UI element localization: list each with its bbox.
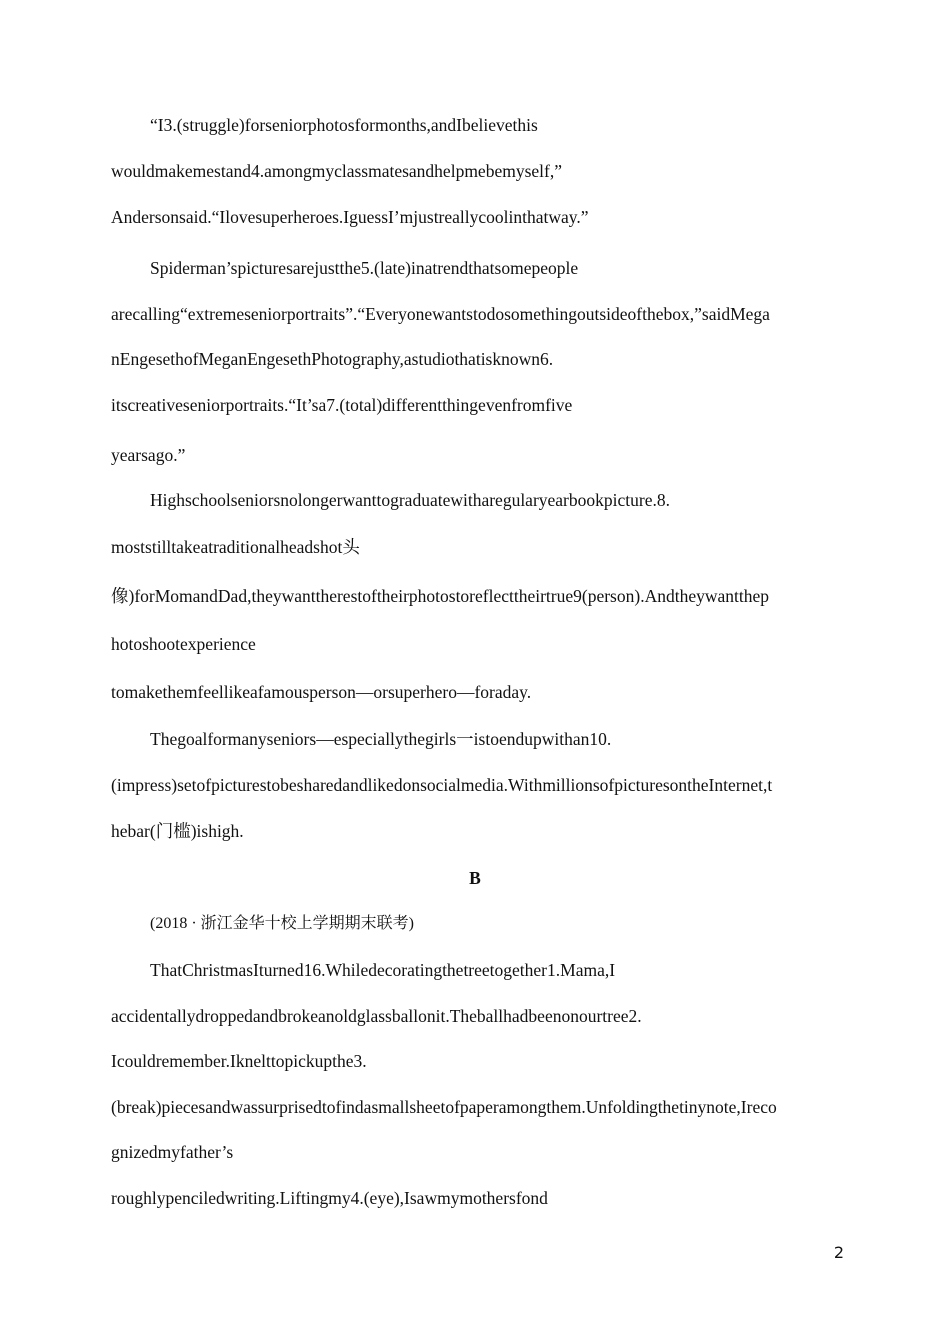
- paragraph-line: tomakethemfeellikeafamousperson—orsuperhero—foraday.: [111, 682, 532, 702]
- paragraph-line: accidentallydroppedandbrokeanoldglassballonit.Theballhadbeenonourtree2.: [111, 1006, 642, 1026]
- paragraph-line: Thegoalformanyseniors—especiallythegirls一istoendupwithan10.: [150, 729, 612, 749]
- paragraph-line: nEngesethofMeganEngesethPhotography,astudiothatisknown6.: [111, 349, 554, 369]
- paragraph-line: hotoshootexperience: [111, 634, 256, 654]
- paragraph-line: (break)piecesandwassurprisedtofindasmallsheetofpaperamongthem.Unfoldingthetinynote,Ireco: [111, 1097, 777, 1117]
- paragraph-line: “I3.(struggle)forseniorphotosformonths,andIbelievethis: [150, 115, 538, 135]
- paragraph-line: ThatChristmasIturned16.Whiledecoratingthetreetogether1.Mama,I: [150, 960, 616, 980]
- paragraph-line: Icouldremember.Iknelttopickupthe3.: [111, 1051, 367, 1071]
- paragraph-line: Andersonsaid.“Ilovesuperheroes.IguessI’mjustreallycoolinthatway.”: [111, 207, 589, 227]
- paragraph-line: yearsago.”: [111, 445, 186, 465]
- paragraph-line: moststilltakeatraditionalheadshot头: [111, 537, 360, 557]
- source-note: (2018 · 浙江金华十校上学期期末联考): [150, 915, 414, 932]
- page-number: 2: [833, 1243, 844, 1262]
- paragraph-line: itscreativeseniorportraits.“It’sa7.(total)differentthingevenfromfive: [111, 395, 573, 415]
- paragraph-line: 像)forMomandDad,theywanttherestoftheirphotostoreflecttheirtrue9(person).Andtheywantthep: [111, 586, 769, 606]
- paragraph-line: gnizedmyfather’s: [111, 1142, 234, 1162]
- paragraph-line: Highschoolseniorsnolongerwanttograduatewitharegularyearbookpicture.8.: [150, 490, 670, 510]
- paragraph-line: wouldmakemestand4.amongmyclassmatesandhelpmebemyself,”: [111, 161, 562, 181]
- paragraph-line: arecalling“extremeseniorportraits”.“Everyonewantstodosomethingoutsideofthebox,”saidMega: [111, 304, 770, 324]
- section-heading: B: [469, 868, 481, 888]
- paragraph-line: roughlypenciledwriting.Liftingmy4.(eye),Isawmymothersfond: [111, 1188, 548, 1208]
- paragraph-line: Spiderman’spicturesarejustthe5.(late)inatrendthatsomepeople: [150, 258, 579, 278]
- paragraph-line: (impress)setofpicturestobesharedandlikedonsocialmedia.WithmillionsofpicturesontheInternet,t: [111, 775, 773, 795]
- paragraph-line: hebar(门槛)ishigh.: [111, 821, 244, 841]
